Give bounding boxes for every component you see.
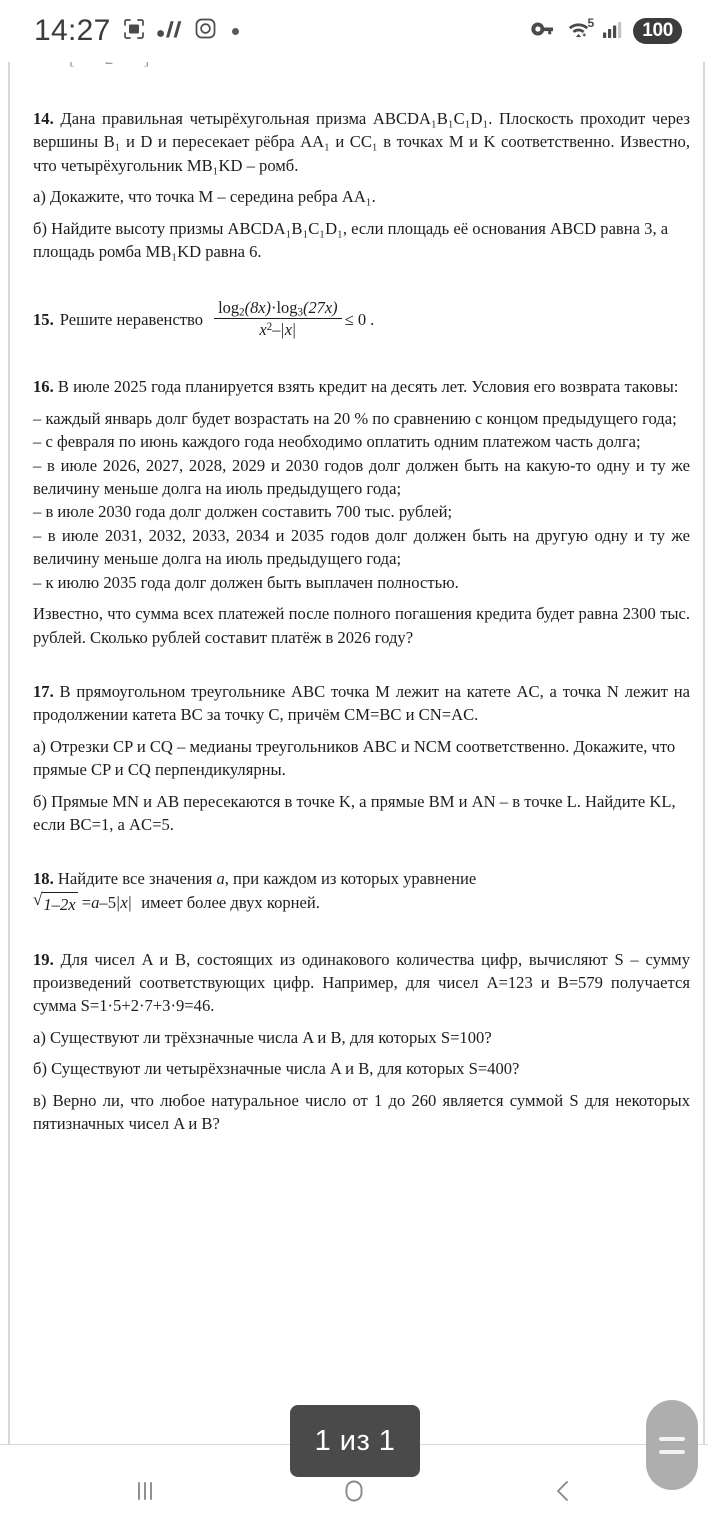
question-16-closing: Известно, что сумма всех платежей после полного погашения кредита будет равна 2300 тыс. рублей. Сколько рублей составит платёж в 2026 году? — [33, 604, 690, 647]
question-15-formula — [211, 299, 374, 340]
recents-button[interactable] — [97, 1445, 193, 1537]
cellular-signal-icon — [602, 19, 624, 44]
status-bar-left — [34, 16, 239, 46]
question-14-number: 14. — [33, 109, 54, 128]
question-17-number: 17. — [33, 681, 54, 701]
question-15 — [33, 294, 690, 344]
question-18-param: a — [216, 869, 225, 889]
question-19-number: 19. — [33, 949, 54, 969]
question-15-period: . — [370, 309, 375, 329]
handle-line — [659, 1450, 685, 1454]
question-19-part-a: а) Существуют ли трёхзначные числа A и B, для которых S=100? — [33, 1027, 492, 1047]
scroll-drag-handle[interactable] — [646, 1400, 698, 1490]
question-16-condition: – в июле 2030 года долг должен составить 700 тыс. рублей; — [33, 502, 453, 522]
question-14-body — [33, 107, 690, 177]
instagram-icon — [194, 17, 217, 45]
question-18-tail: имеет более двух корней. — [141, 892, 320, 912]
question-19-text: Для чисел A и B, состоящих из одинакового количества цифр, вычисляют S – сумму произведений соответствующих цифр. Например, для чисел A=123 и B=579 получается сумма S=1·5+2·7+3·9=46. — [33, 949, 690, 1016]
fraction-numerator: $\log_2(8x)\cdot\log_3(27x)$ — [218, 297, 338, 319]
page-indicator[interactable]: 1 из 1 — [290, 1405, 420, 1477]
wifi-icon — [566, 15, 595, 45]
question-18 — [33, 867, 690, 916]
question-14-text: Дана правильная четырёхугольная призма ABCDA₁B₁C₁D₁. Плоскость проходит через вершины B₁ и D и пересекает рёбра AA₁ и CC₁ в точках M и K соответственно. Известно, что четырёхугольник MB₁KD – ромб. — [33, 109, 690, 175]
question-17-body — [33, 680, 690, 727]
fraction-denominator: $x^2-|x|$ — [214, 318, 342, 339]
question-17-part-b: б) Прямые MN и AB пересекаются в точке K, а прямые BM и AN – в точке L. Найдите KL, если BC=1, а AC=5. — [33, 791, 676, 834]
question-17 — [33, 680, 690, 836]
question-16-condition: – каждый январь долг будет возрастать на 20 % по сравнению с концом предыдущего года; — [33, 408, 677, 428]
question-16-condition: – к июлю 2035 года долг должен быть выплачен полностью. — [33, 572, 459, 592]
question-16-condition: – в июле 2026, 2027, 2028, 2029 и 2030 годов долг должен быть на какую-то одну и ту же величину меньше долга на июль предыдущего года; — [33, 455, 690, 499]
question-19-part-b: б) Существуют ли четырёхзначные числа A и B, для которых S=400? — [33, 1059, 520, 1079]
question-18-equation-line — [33, 891, 690, 917]
status-bar-right — [530, 15, 682, 45]
question-17-text: В прямоугольном треугольнике ABC точка M лежит на катете AC, а точка N лежит на продолжении катета BC за точку C, причём CM=BC и CN=AC. — [33, 681, 690, 725]
document-viewport[interactable] — [0, 62, 708, 1457]
question-18-lead-text: Найдите все значения — [57, 869, 213, 889]
question-16-condition: – с февраля по июнь каждого года необходимо оплатить одним платежом часть долга; — [33, 432, 641, 452]
notification-dot-icon — [232, 28, 239, 35]
question-18-number: 18. — [33, 869, 54, 889]
question-18-lead — [33, 867, 690, 890]
question-17-part-a: а) Отрезки CP и CQ – медианы треугольников ABC и NCM соответственно. Докажите, что прямые CP и CQ перпендикулярны. — [33, 736, 676, 780]
status-bar — [0, 0, 708, 62]
document-page — [8, 62, 705, 1444]
question-16-intro — [33, 375, 690, 398]
question-16-intro-text: В июле 2025 года планируется взять кредит на десять лет. Условия его возврата таковы: — [57, 377, 679, 397]
question-16-condition: – в июле 2031, 2032, 2033, 2034 и 2035 годов долг должен быть на другую одну и ту же величину меньше долга на июль предыдущего года; — [33, 525, 690, 569]
back-button[interactable] — [515, 1445, 611, 1537]
equation-equals: = — [81, 892, 92, 912]
question-14-part-b: б) Найдите высоту призмы ABCDA₁B₁C₁D₁, если площадь её основания ABCD равна 3, а площадь ромба MB₁KD равна 6. — [33, 218, 669, 262]
question-14 — [33, 107, 690, 263]
question-15-lead: Решите неравенство — [59, 309, 204, 329]
question-18-equation: √ 1–2x =a–5|x| — [33, 893, 136, 912]
status-clock: 14:27 — [34, 14, 111, 47]
clipped-formula-fragment — [33, 62, 690, 86]
question-19-body — [33, 948, 690, 1018]
handle-line — [659, 1437, 685, 1441]
question-14-part-a: а) Докажите, что точка M – середина ребра AA₁. — [33, 187, 376, 207]
battery-level-icon: 100 — [633, 18, 682, 44]
question-15-number: 15. — [33, 309, 54, 329]
question-18-lead-text2: , при каждом из которых уравнение — [224, 869, 477, 889]
question-15-relation: ≤ 0 — [344, 309, 367, 329]
question-19 — [33, 948, 690, 1136]
question-16-number: 16. — [33, 377, 54, 397]
question-16 — [33, 375, 690, 648]
wifi-speed-badge: 5 — [587, 15, 595, 30]
sound-wave-icon — [157, 18, 183, 45]
question-19-part-c: в) Верно ли, что любое натуральное число от 1 до 260 является суммой S для некоторых пятизначных чисел A и B? — [33, 1090, 690, 1134]
square-root-expression: √ 1–2x — [33, 891, 78, 916]
document-content — [10, 62, 703, 1135]
screenshot-capture-icon — [122, 17, 146, 46]
question-15-fraction — [214, 298, 342, 339]
vpn-key-icon — [530, 20, 557, 43]
